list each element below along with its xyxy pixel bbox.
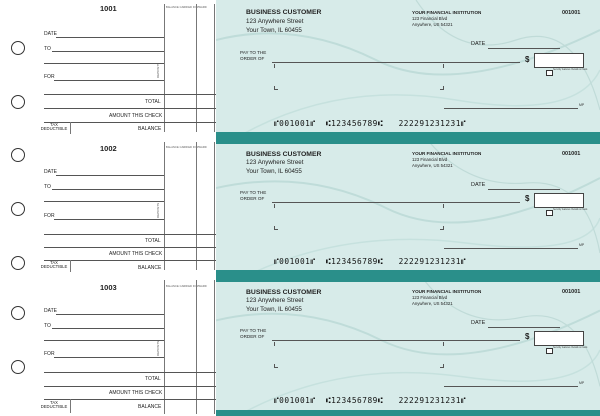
balance-forward-header: BALANCE CARRIED FORWARD (166, 6, 207, 9)
date-line[interactable] (488, 189, 560, 190)
stub-rule (44, 386, 216, 387)
corner-mark (274, 342, 278, 346)
stub-number: 1001 (100, 4, 117, 13)
security-text: Security features. Details on back. (553, 69, 588, 71)
amount-this-check-label: AMOUNT THIS CHECK (109, 113, 163, 119)
signature-line[interactable] (444, 108, 578, 109)
amount-box[interactable] (534, 53, 584, 68)
stub-to-line-2[interactable] (44, 63, 164, 64)
stub-to-line[interactable] (52, 189, 164, 190)
deposits-label: DEPOSITS (156, 202, 160, 218)
stub-date-line[interactable] (56, 175, 164, 176)
mp-label: MP (579, 381, 585, 385)
business-address-1: 123 Anywhere Street (246, 297, 304, 304)
corner-mark (440, 226, 444, 230)
micr-line: ⑈001001⑈ ⑆123456789⑆ 222291231231⑈ (274, 396, 467, 405)
stub-divider (214, 4, 215, 132)
business-address-2: Your Town, IL 60455 (246, 306, 302, 313)
check-number: 001001 (562, 151, 581, 157)
stub-divider (164, 142, 165, 270)
dollar-sign: $ (525, 55, 530, 64)
binder-hole (11, 202, 25, 216)
pay-to-label: PAY TO THE ORDER OF (240, 190, 267, 201)
teal-band (216, 138, 600, 144)
micr-line: ⑈001001⑈ ⑆123456789⑆ 222291231231⑈ (274, 257, 467, 266)
stub-divider (196, 4, 197, 132)
tax-deductible-label: TAX DEDUCTIBLE (40, 400, 68, 410)
binder-hole (11, 360, 25, 374)
amount-this-check-label: AMOUNT THIS CHECK (109, 251, 163, 257)
check-body (216, 138, 600, 276)
tax-deductible-label: TAX DEDUCTIBLE (40, 260, 68, 270)
check-body (216, 0, 600, 138)
corner-mark (440, 86, 444, 90)
corner-mark (274, 86, 278, 90)
micr-line: ⑈001001⑈ ⑆123456789⑆ 222291231231⑈ (274, 119, 467, 128)
binder-hole (11, 148, 25, 162)
lock-icon (546, 348, 553, 354)
date-line[interactable] (488, 327, 560, 328)
binder-hole (11, 41, 25, 55)
stub-date-line[interactable] (56, 37, 164, 38)
business-address-2: Your Town, IL 60455 (246, 168, 302, 175)
stub-divider (196, 142, 197, 270)
stub-to-label: TO (44, 323, 51, 329)
check-stub (0, 138, 216, 276)
balance-label: BALANCE (138, 404, 162, 410)
stub-for-label: FOR (44, 351, 55, 357)
signature-line[interactable] (444, 248, 578, 249)
balance-forward-header: BALANCE CARRIED FORWARD (166, 146, 207, 149)
corner-mark (274, 64, 278, 68)
date-label: DATE (471, 41, 486, 47)
deposits-label: DEPOSITS (156, 340, 160, 356)
stub-divider (214, 280, 215, 414)
stub-rule (44, 234, 216, 235)
total-label: TOTAL (145, 238, 161, 244)
corner-mark (440, 204, 444, 208)
dollar-sign: $ (525, 194, 530, 203)
stub-rule (44, 247, 216, 248)
mp-label: MP (579, 243, 585, 247)
stub-to-line-2[interactable] (44, 201, 164, 202)
stub-for-label: FOR (44, 213, 55, 219)
deposits-label: DEPOSITS (156, 62, 160, 78)
stub-to-line-2[interactable] (44, 340, 164, 341)
stub-to-label: TO (44, 46, 51, 52)
amount-box[interactable] (534, 331, 584, 346)
business-name: BUSINESS CUSTOMER (246, 9, 322, 16)
stub-to-line[interactable] (52, 328, 164, 329)
bank-address-1: 123 Financial Blvd (412, 157, 448, 162)
balance-forward-header: BALANCE CARRIED FORWARD (166, 285, 207, 288)
balance-label: BALANCE (138, 126, 162, 132)
stub-divider (214, 142, 215, 270)
bank-address-1: 123 Financial Blvd (412, 16, 448, 21)
stub-for-line[interactable] (54, 219, 164, 220)
stub-to-label: TO (44, 184, 51, 190)
bank-address-2: Anywhere, US 54321 (412, 22, 453, 27)
bank-name: YOUR FINANCIAL INSTITUTION (412, 289, 482, 294)
dollar-sign: $ (525, 332, 530, 341)
stub-date-label: DATE (44, 31, 57, 37)
corner-mark (440, 342, 444, 346)
business-address-1: 123 Anywhere Street (246, 18, 304, 25)
pay-to-label: PAY TO THE ORDER OF (240, 328, 267, 339)
check-number: 001001 (562, 10, 581, 16)
stub-for-line[interactable] (54, 80, 164, 81)
stub-divider (70, 399, 71, 413)
stub-divider (70, 260, 71, 272)
mp-label: MP (579, 103, 585, 107)
stub-number: 1003 (100, 283, 117, 292)
bank-address-2: Anywhere, US 54321 (412, 301, 453, 306)
stub-for-line[interactable] (54, 357, 164, 358)
stub-divider (164, 280, 165, 414)
business-address-2: Your Town, IL 60455 (246, 27, 302, 34)
lock-icon (546, 210, 553, 216)
stub-to-line[interactable] (52, 51, 164, 52)
stub-divider (164, 4, 165, 132)
amount-box[interactable] (534, 193, 584, 208)
corner-mark (440, 364, 444, 368)
bank-address-1: 123 Financial Blvd (412, 295, 448, 300)
date-label: DATE (471, 320, 486, 326)
security-text: Security features. Details on back. (553, 209, 588, 211)
tax-deductible-label: TAX DEDUCTIBLE (40, 122, 68, 132)
binder-hole (11, 256, 25, 270)
signature-line[interactable] (444, 386, 578, 387)
check-row-1 (0, 0, 600, 138)
total-label: TOTAL (145, 99, 161, 105)
business-name: BUSINESS CUSTOMER (246, 289, 322, 296)
bank-name: YOUR FINANCIAL INSTITUTION (412, 151, 482, 156)
bank-address-2: Anywhere, US 54321 (412, 163, 453, 168)
stub-rule (44, 372, 216, 373)
stub-date-line[interactable] (56, 314, 164, 315)
check-row-2 (0, 138, 600, 276)
check-number: 001001 (562, 289, 581, 295)
corner-mark (440, 64, 444, 68)
teal-band (216, 410, 600, 416)
stub-rule (44, 94, 216, 95)
lock-icon (546, 70, 553, 76)
teal-band (216, 276, 600, 282)
date-label: DATE (471, 182, 486, 188)
business-name: BUSINESS CUSTOMER (246, 151, 322, 158)
balance-label: BALANCE (138, 265, 162, 271)
amount-this-check-label: AMOUNT THIS CHECK (109, 390, 163, 396)
binder-hole (11, 306, 25, 320)
stub-divider (70, 122, 71, 134)
business-address-1: 123 Anywhere Street (246, 159, 304, 166)
check-stub (0, 276, 216, 416)
corner-mark (274, 364, 278, 368)
payee-line[interactable] (272, 202, 520, 203)
check-body (216, 276, 600, 416)
stub-rule (44, 108, 216, 109)
total-label: TOTAL (145, 376, 161, 382)
payee-line[interactable] (272, 340, 520, 341)
security-text: Security features. Details on back. (553, 347, 588, 349)
check-stub (0, 0, 216, 138)
binder-hole (11, 95, 25, 109)
stub-number: 1002 (100, 144, 117, 153)
payee-line[interactable] (272, 62, 520, 63)
check-row-3 (0, 276, 600, 416)
pay-to-label: PAY TO THE ORDER OF (240, 50, 267, 61)
bank-name: YOUR FINANCIAL INSTITUTION (412, 10, 482, 15)
stub-date-label: DATE (44, 308, 57, 314)
corner-mark (274, 226, 278, 230)
stub-divider (196, 280, 197, 414)
stub-date-label: DATE (44, 169, 57, 175)
stub-for-label: FOR (44, 74, 55, 80)
date-line[interactable] (488, 48, 560, 49)
corner-mark (274, 204, 278, 208)
